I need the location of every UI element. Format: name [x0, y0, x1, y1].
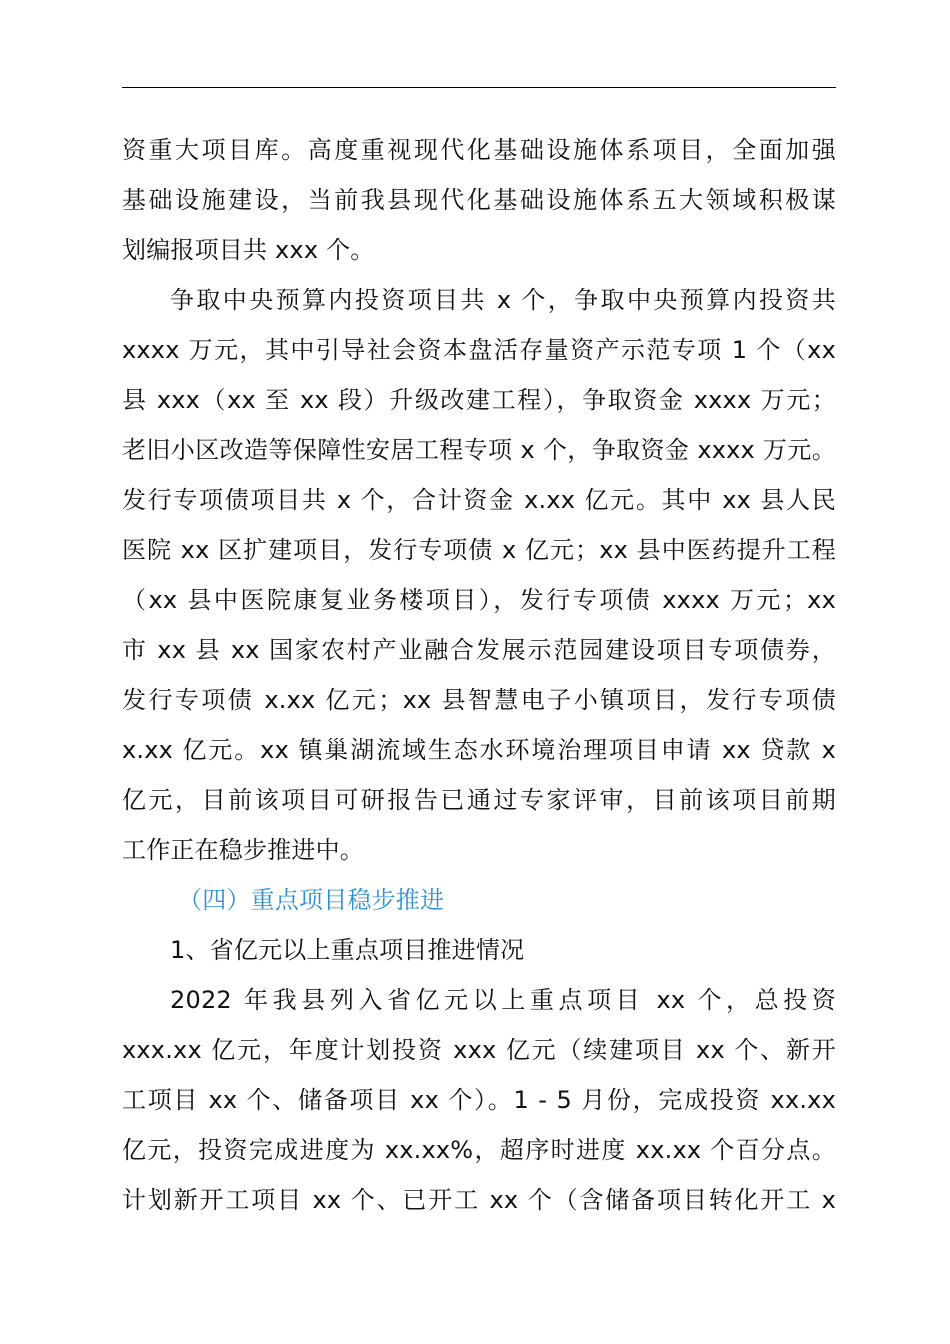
paragraph-line: x.xx 亿元。xx 镇巢湖流域生态水环境治理项目申请 xx 贷款 x [122, 736, 836, 764]
paragraph-line: 医院 xx 区扩建项目，发行专项债 x 亿元；xx 县中医药提升工程 [122, 536, 836, 564]
paragraph-line: 2022 年我县列入省亿元以上重点项目 xx 个，总投资 [170, 986, 836, 1014]
paragraph-line: 县 xxx（xx 至 xx 段）升级改建工程），争取资金 xxxx 万元； [122, 386, 836, 414]
paragraph-line: （xx 县中医院康复业务楼项目），发行专项债 xxxx 万元；xx [122, 586, 836, 614]
paragraph-line: 亿元，投资完成进度为 xx.xx%，超序时进度 xx.xx 个百分点。 [122, 1136, 836, 1164]
paragraph-line: xxx.xx 亿元，年度计划投资 xxx 亿元（续建项目 xx 个、新开 [122, 1036, 836, 1064]
paragraph-line: 工作正在稳步推进中。 [122, 836, 364, 864]
subsection-heading: 1、省亿元以上重点项目推进情况 [170, 936, 525, 964]
paragraph-line: 计划新开工项目 xx 个、已开工 xx 个（含储备项目转化开工 x [122, 1186, 836, 1214]
paragraph-line: 发行专项债项目共 x 个，合计资金 x.xx 亿元。其中 xx 县人民 [122, 486, 836, 514]
paragraph-line: 争取中央预算内投资项目共 x 个，争取中央预算内投资共 [170, 286, 836, 314]
paragraph-line: 工项目 xx 个、储备项目 xx 个）。1 - 5 月份，完成投资 xx.xx [122, 1086, 836, 1114]
section-heading: （四）重点项目稳步推进 [178, 886, 445, 914]
paragraph-line: 市 xx 县 xx 国家农村产业融合发展示范园建设项目专项债券， [122, 636, 836, 664]
paragraph-line: 亿元，目前该项目可研报告已通过专家评审，目前该项目前期 [122, 786, 836, 814]
paragraph-line: 资重大项目库。高度重视现代化基础设施体系项目，全面加强 [122, 136, 836, 164]
paragraph-line: 划编报项目共 xxx 个。 [122, 236, 375, 264]
paragraph-line: 发行专项债 x.xx 亿元；xx 县智慧电子小镇项目，发行专项债 [122, 686, 836, 714]
paragraph-line: 基础设施建设，当前我县现代化基础设施体系五大领域积极谋 [122, 186, 836, 214]
paragraph-line: 老旧小区改造等保障性安居工程专项 x 个，争取资金 xxxx 万元。 [122, 436, 836, 464]
paragraph-line: xxxx 万元，其中引导社会资本盘活存量资产示范专项 1 个（xx [122, 336, 836, 364]
header-rule [122, 87, 836, 88]
